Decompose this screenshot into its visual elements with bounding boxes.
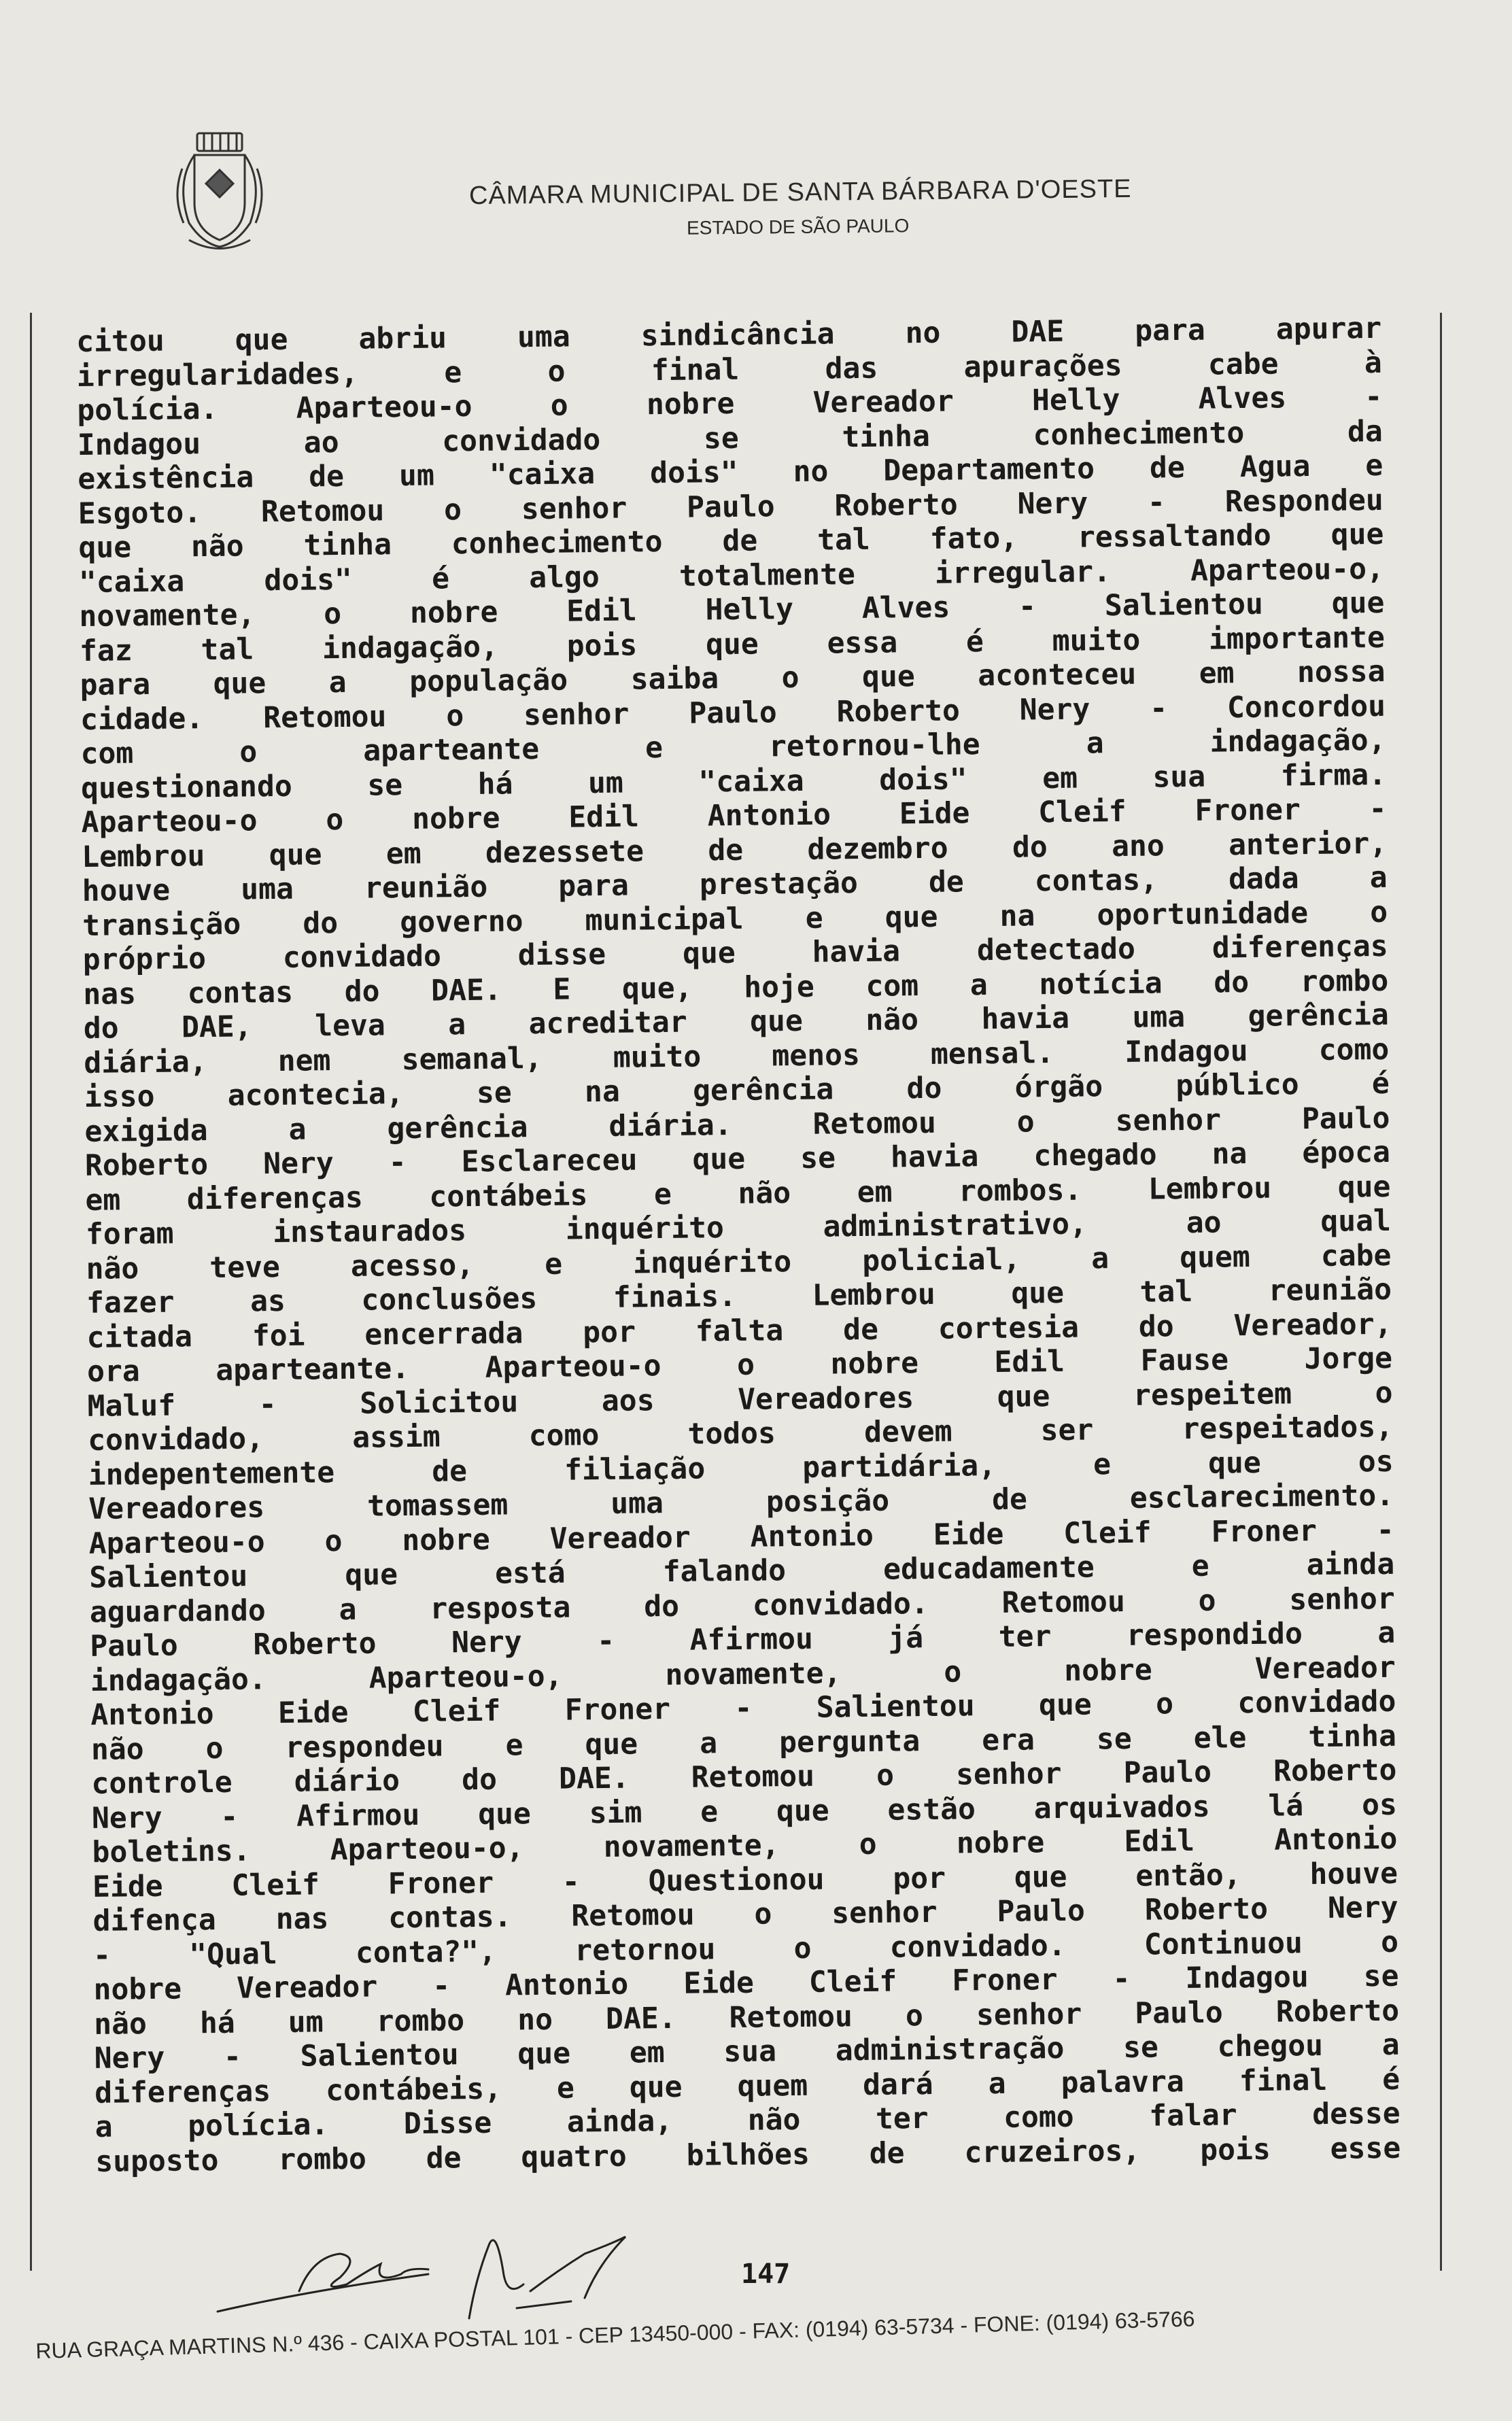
text-line: para que a população saiba o que aconteceu em nossa	[80, 654, 1386, 702]
text-line: Nery - Afirmou que sim e que estão arquivados lá os	[91, 1787, 1398, 1836]
text-line: Paulo Roberto Nery - Afirmou já ter respondido a	[90, 1615, 1396, 1664]
text-line: - "Qual conta?", retornou o convidado. Continuou o	[92, 1925, 1399, 1973]
text-line: aguardando a resposta do convidado. Retomou o senhor	[89, 1581, 1395, 1630]
text-line: irregularidades, e o final das apurações cabe à	[76, 345, 1382, 394]
text-line: Salientou que está falando educadamente e ainda	[89, 1547, 1395, 1595]
text-line: nobre Vereador - Antonio Eide Cleif Froner - Indagou se	[93, 1959, 1399, 2007]
text-line: transição do governo municipal e que na oportunidade o	[82, 895, 1388, 943]
right-margin-rule	[1440, 313, 1442, 2271]
text-line: em diferenças contábeis e não em rombos. Lembrou que	[85, 1169, 1391, 1218]
text-line: não teve acesso, e inquérito policial, a quem cabe	[86, 1238, 1392, 1286]
text-line: exigida a gerência diária. Retomou o senhor Paulo	[84, 1101, 1390, 1149]
text-line: suposto rombo de quatro bilhões de cruzeiros, pois esse	[95, 2131, 1401, 2179]
text-line: isso acontecia, se na gerência do órgão público é	[84, 1066, 1390, 1114]
header-subtitle: ESTADO DE SÃO PAULO	[686, 215, 910, 239]
header-title: CÂMARA MUNICIPAL DE SANTA BÁRBARA D'OESTE	[468, 174, 1132, 211]
text-line: polícia. Aparteou-o o nobre Vereador Helly Alves -	[77, 379, 1383, 428]
body-text	[76, 311, 1401, 2179]
text-line: indagação. Aparteou-o, novamente, o nobre Vereador	[90, 1650, 1396, 1698]
text-line: novamente, o nobre Edil Helly Alves - Salientou que	[79, 585, 1385, 634]
text-line: próprio convidado disse que havia detectado diferenças	[82, 929, 1388, 977]
text-line: fazer as conclusões finais. Lembrou que tal reunião	[86, 1272, 1392, 1320]
text-line: controle diário do DAE. Retomou o senhor Paulo Roberto	[91, 1753, 1397, 1801]
text-line: existência de um "caixa dois" no Departamento de Agua e	[78, 448, 1384, 496]
text-line: ora aparteante. Aparteou-o o nobre Edil Fause Jorge	[86, 1341, 1393, 1389]
text-line: Esgoto. Retomou o senhor Paulo Roberto Nery - Respondeu	[78, 483, 1384, 531]
text-line: citou que abriu uma sindicância no DAE para apurar	[76, 311, 1382, 359]
text-line: não o respondeu e que a pergunta era se ele tinha	[90, 1719, 1397, 1767]
text-line: Eide Cleif Froner - Questionou por que então, houve	[92, 1856, 1398, 1904]
text-line: cidade. Retomou o senhor Paulo Roberto Nery - Concordou	[80, 689, 1386, 737]
footer-address: RUA GRAÇA MARTINS N.º 436 - CAIXA POSTAL 101 - CEP 13450-000 - FAX: (0194) 63-5734 - FONE: (0194) 63-5766	[35, 2306, 1195, 2363]
municipal-crest-icon	[169, 128, 271, 257]
text-line: indepentemente de filiação partidária, e que os	[88, 1444, 1394, 1492]
text-line: convidado, assim como todos devem ser respeitados,	[87, 1409, 1394, 1458]
text-line: diária, nem semanal, muito menos mensal. Indagou como	[84, 1032, 1390, 1080]
text-line: do DAE, leva a acreditar que não havia uma gerência	[83, 997, 1389, 1046]
text-line: difença nas contas. Retomou o senhor Paulo Roberto Nery	[92, 1890, 1398, 1938]
text-line: citada foi encerrada por falta de cortesia do Vereador,	[86, 1307, 1392, 1355]
text-line: Antonio Eide Cleif Froner - Salientou que o convidado	[90, 1684, 1396, 1732]
text-line: nas contas do DAE. E que, hoje com a notícia do rombo	[83, 963, 1389, 1012]
text-line: questionando se há um "caixa dois" em sua firma.	[80, 757, 1387, 806]
text-line: Roberto Nery - Esclareceu que se havia chegado na época	[84, 1135, 1391, 1183]
text-line: com o aparteante e retornou-lhe a indagação,	[80, 723, 1386, 771]
text-line: Aparteou-o o nobre Edil Antonio Eide Cleif Froner -	[81, 791, 1387, 840]
text-line: que não tinha conhecimento de tal fato, ressaltando que	[78, 517, 1384, 565]
handwritten-signatures	[204, 2189, 816, 2325]
text-line: Vereadores tomassem uma posição de esclarecimento.	[88, 1478, 1394, 1526]
left-margin-rule	[30, 313, 32, 2271]
text-line: boletins. Aparteou-o, novamente, o nobre Edil Antonio	[92, 1821, 1398, 1870]
text-line: Lembrou que em dezessete de dezembro do ano anterior,	[81, 826, 1388, 874]
text-line: a polícia. Disse ainda, não ter como falar desse	[94, 2096, 1401, 2144]
text-line: houve uma reunião para prestação de contas, dada a	[82, 860, 1388, 908]
page-number: 147	[741, 2259, 791, 2290]
text-line: faz tal indagação, pois que essa é muito importante	[79, 620, 1386, 668]
text-line: foram instaurados inquérito administrativo, ao qual	[85, 1203, 1392, 1252]
text-line: "caixa dois" é algo totalmente irregular. Aparteou-o,	[78, 551, 1385, 600]
text-line: Aparteou-o o nobre Vereador Antonio Eide Cleif Froner -	[88, 1513, 1394, 1561]
text-line: não há um rombo no DAE. Retomou o senhor Paulo Roberto	[93, 1993, 1400, 2042]
text-line: diferenças contábeis, e que quem dará a palavra final é	[94, 2062, 1401, 2110]
text-line: Nery - Salientou que em sua administração se chegou a	[94, 2027, 1400, 2076]
text-line: Maluf - Solicitou aos Vereadores que respeitem o	[87, 1375, 1393, 1424]
text-line: Indagou ao convidado se tinha conhecimento da	[77, 414, 1384, 462]
